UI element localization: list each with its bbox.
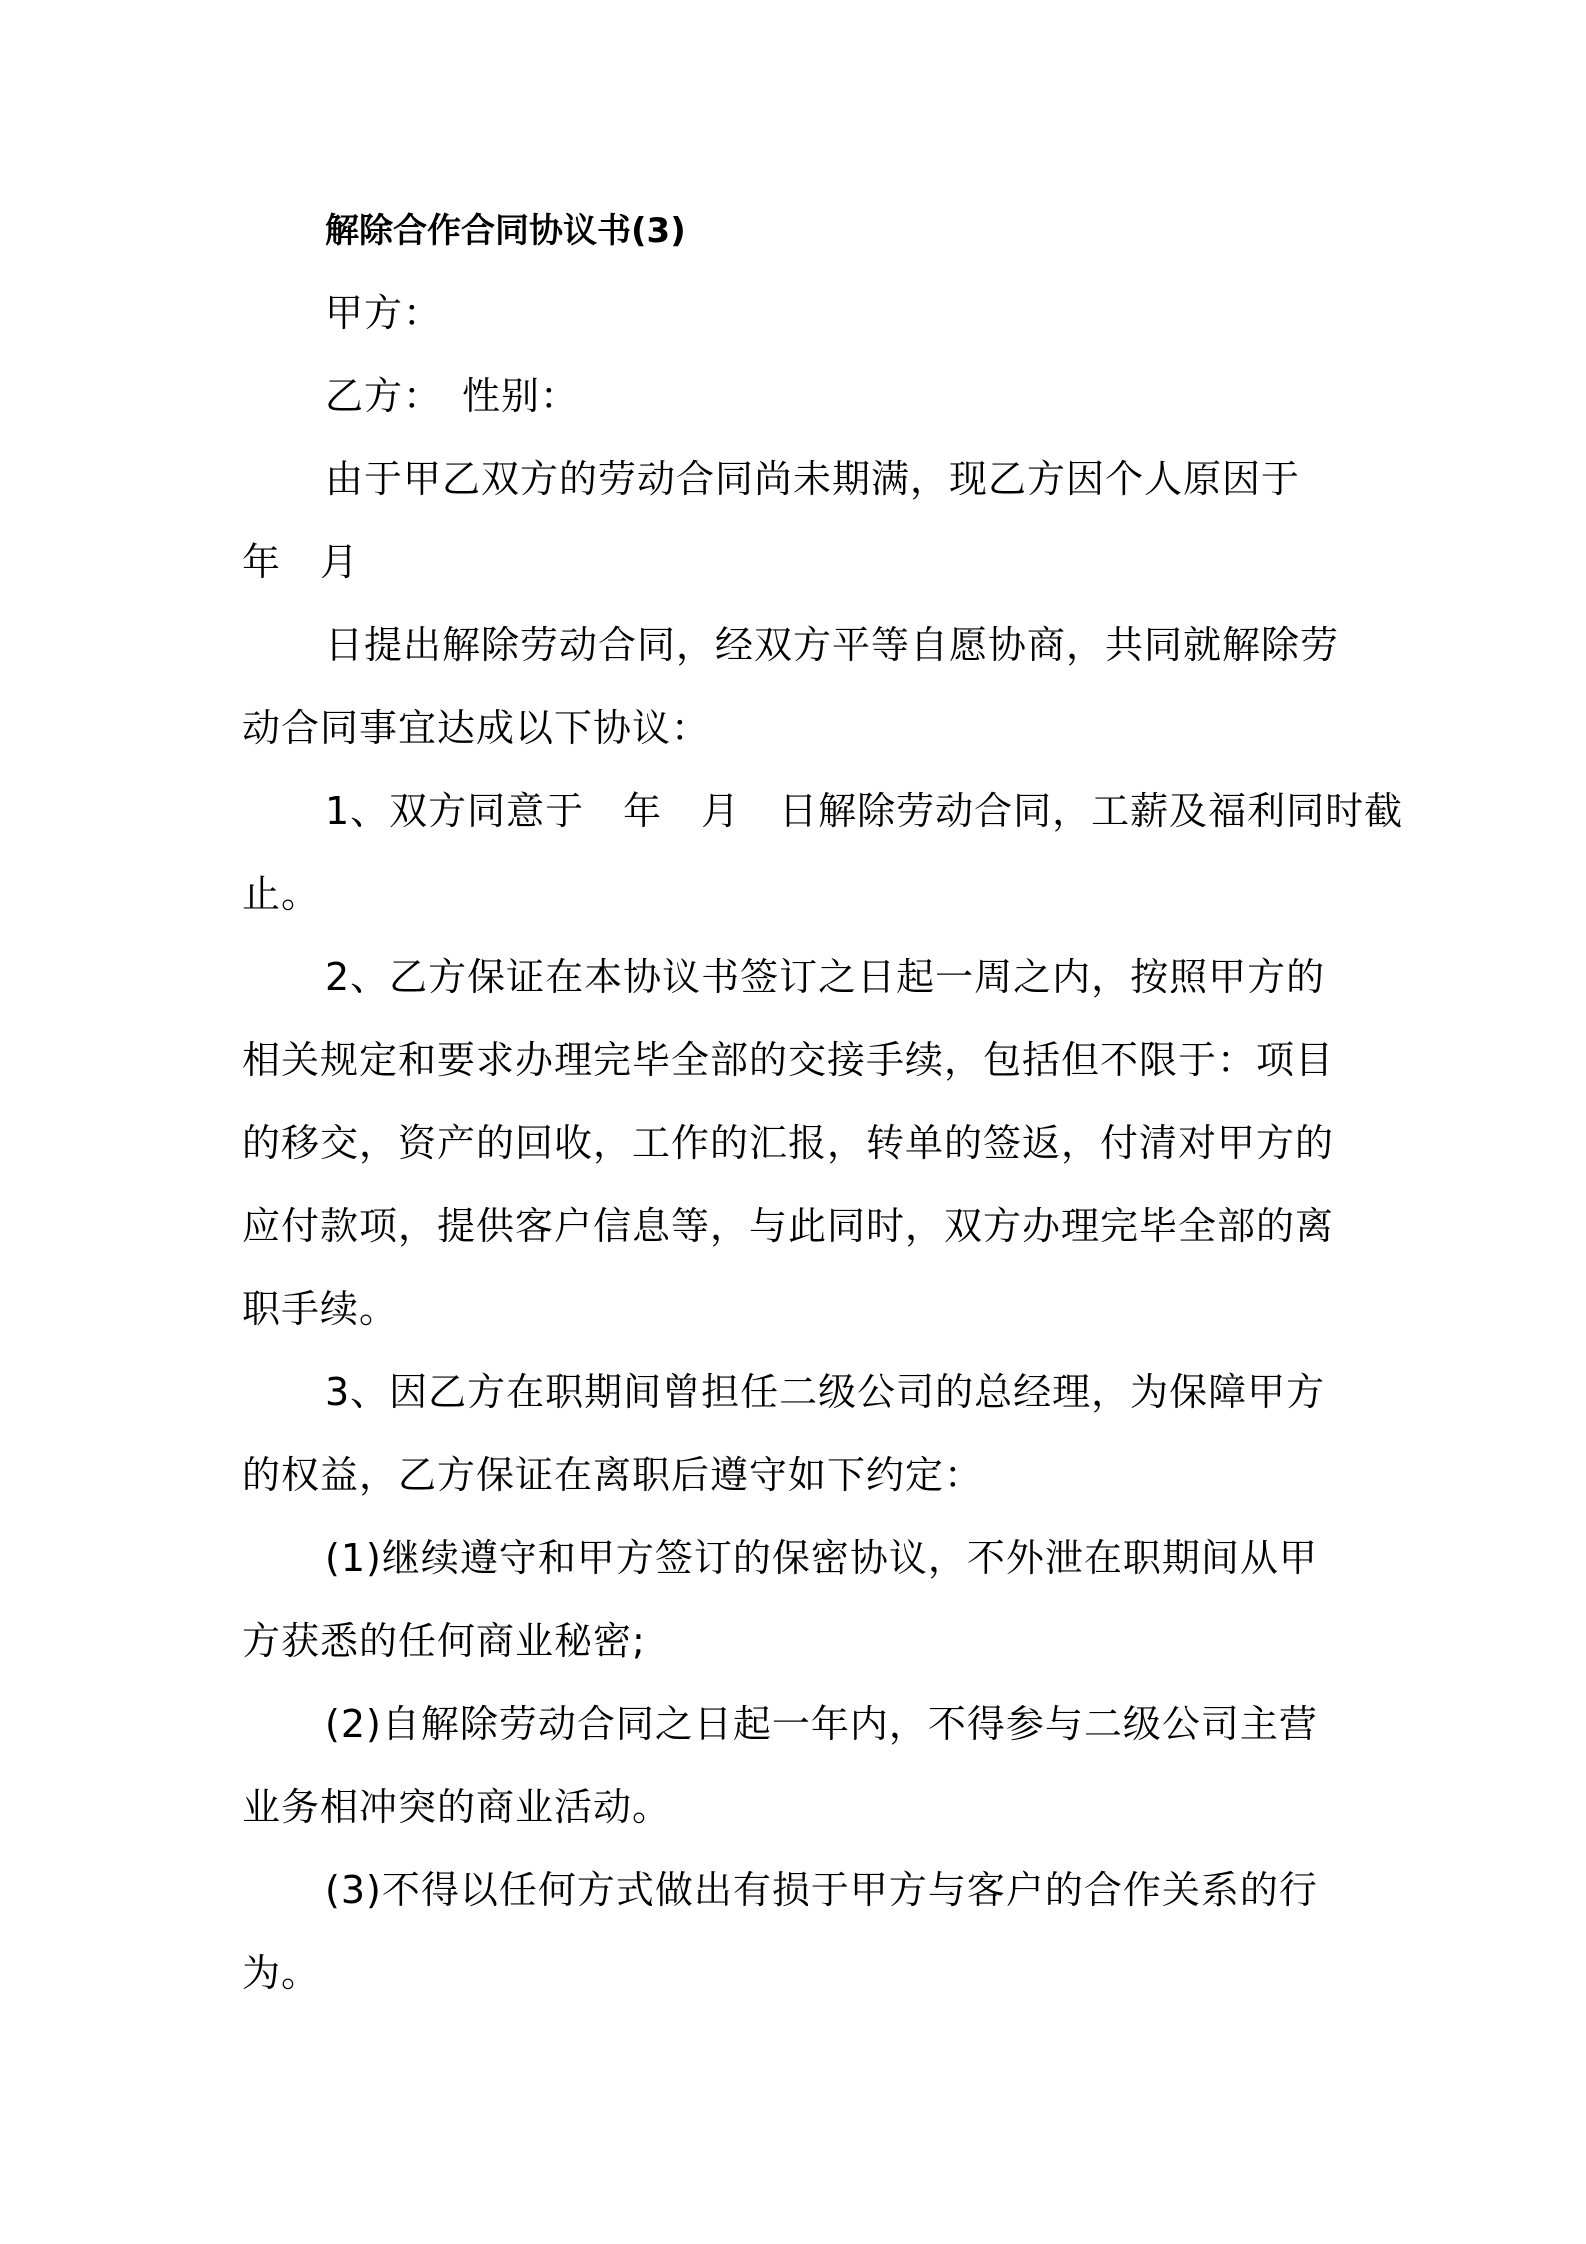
party-b-label: 乙方： 性别： — [325, 374, 580, 418]
clause-3-line: 3、因乙方在职期间曾担任二级公司的总经理，为保障甲方 — [325, 1370, 1326, 1414]
paragraph-line: 年 月 — [242, 540, 360, 584]
clause-1-line: 1、双方同意于 年 月 日解除劳动合同，工薪及福利同时截 — [325, 789, 1404, 833]
sub-clause-3-line: 为。 — [242, 1951, 321, 1995]
sub-clause-3-line: (3)不得以任何方式做出有损于甲方与客户的合作关系的行 — [325, 1868, 1318, 1912]
party-a-label: 甲方： — [325, 291, 443, 335]
paragraph-line: 日提出解除劳动合同，经双方平等自愿协商，共同就解除劳 — [325, 623, 1340, 667]
sub-clause-1-line: (1)继续遵守和甲方签订的保密协议，不外泄在职期间从甲 — [325, 1536, 1318, 1580]
clause-2-line: 职手续。 — [242, 1287, 399, 1331]
clause-2-line: 相关规定和要求办理完毕全部的交接手续，包括但不限于：项目 — [242, 1038, 1335, 1082]
clause-1-line: 止。 — [242, 872, 321, 916]
document-title: 解除合作合同协议书(3) — [325, 211, 686, 251]
sub-clause-1-line: 方获悉的任何商业秘密; — [242, 1619, 646, 1663]
paragraph-line: 动合同事宜达成以下协议： — [242, 706, 711, 750]
paragraph-line: 由于甲乙双方的劳动合同尚未期满，现乙方因个人原因于 — [325, 457, 1301, 501]
clause-2-line: 2、乙方保证在本协议书签订之日起一周之内，按照甲方的 — [325, 955, 1326, 999]
sub-clause-2-line: (2)自解除劳动合同之日起一年内，不得参与二级公司主营 — [325, 1702, 1318, 1746]
clause-3-line: 的权益，乙方保证在离职后遵守如下约定： — [242, 1453, 984, 1497]
sub-clause-2-line: 业务相冲突的商业活动。 — [242, 1785, 672, 1829]
clause-2-line: 应付款项，提供客户信息等，与此同时，双方办理完毕全部的离 — [242, 1204, 1335, 1248]
clause-2-line: 的移交，资产的回收，工作的汇报，转单的签返，付清对甲方的 — [242, 1121, 1335, 1165]
